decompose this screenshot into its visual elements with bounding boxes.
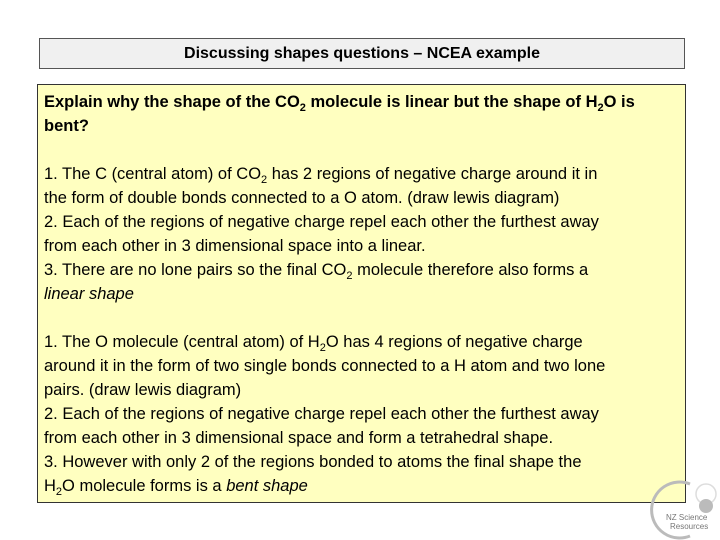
subscript: 2 [299, 102, 306, 114]
text-segment: pairs. (draw lewis diagram) [44, 381, 242, 399]
text-line [44, 330, 679, 354]
text-line [44, 474, 679, 498]
text-line [44, 186, 679, 210]
text-segment: 1. The C (central atom) of CO [44, 165, 262, 183]
text-line [44, 378, 679, 402]
subscript: 2 [597, 102, 604, 114]
text-line [44, 450, 679, 474]
text-line [44, 354, 679, 378]
text-segment: O has 4 regions of negative charge [325, 333, 583, 351]
text-segment: around it in the form of two single bonds connected to a H atom and two lone [44, 357, 606, 375]
logo-text-2: Resources [670, 522, 709, 531]
text-segment: 2. Each of the regions of negative charge repel each other the furthest away [44, 405, 599, 423]
text-segment: H [44, 477, 56, 495]
text-line [44, 138, 679, 162]
logo-caption [666, 513, 720, 531]
text-segment: O is [603, 93, 635, 111]
text-segment: 3. However with only 2 of the regions bonded to atoms the final shape the [44, 453, 582, 471]
text-segment: has 2 regions of negative charge around it in [267, 165, 598, 183]
slide-title: Discussing shapes questions – NCEA example [39, 38, 685, 69]
text-segment: O molecule forms is a [62, 477, 227, 495]
subscript: 2 [261, 174, 268, 186]
text-line [44, 282, 679, 306]
text-line [44, 306, 679, 330]
text-segment: Explain why the shape of the CO [44, 93, 300, 111]
text-segment: 2. Each of the regions of negative charge repel each other the furthest away [44, 213, 599, 231]
text-line [44, 258, 679, 282]
text-segment: linear shape [44, 285, 134, 303]
subscript: 2 [319, 342, 326, 354]
answer-box [37, 84, 686, 503]
text-line [44, 90, 679, 114]
text-segment: bent shape [226, 477, 308, 495]
text-line [44, 162, 679, 186]
text-line [44, 210, 679, 234]
text-segment: from each other in 3 dimensional space and form a tetrahedral shape. [44, 429, 554, 447]
text-segment: the form of double bonds connected to a O atom. (draw lewis diagram) [44, 189, 560, 207]
text-line [44, 234, 679, 258]
text-line [44, 114, 679, 138]
text-line [44, 426, 679, 450]
text-segment: bent? [44, 117, 89, 135]
subscript: 2 [55, 486, 63, 498]
text-line [44, 402, 679, 426]
text-segment: 3. There are no lone pairs so the final CO [44, 261, 347, 279]
text-segment: molecule is linear but the shape of H [305, 93, 598, 111]
text-segment: 1. The O molecule (central atom) of H [44, 333, 320, 351]
logo-text-1: NZ Science [666, 513, 708, 522]
text-segment: molecule therefore also forms a [352, 261, 589, 279]
subscript: 2 [346, 270, 353, 282]
text-segment: from each other in 3 dimensional space into a linear. [44, 237, 426, 255]
